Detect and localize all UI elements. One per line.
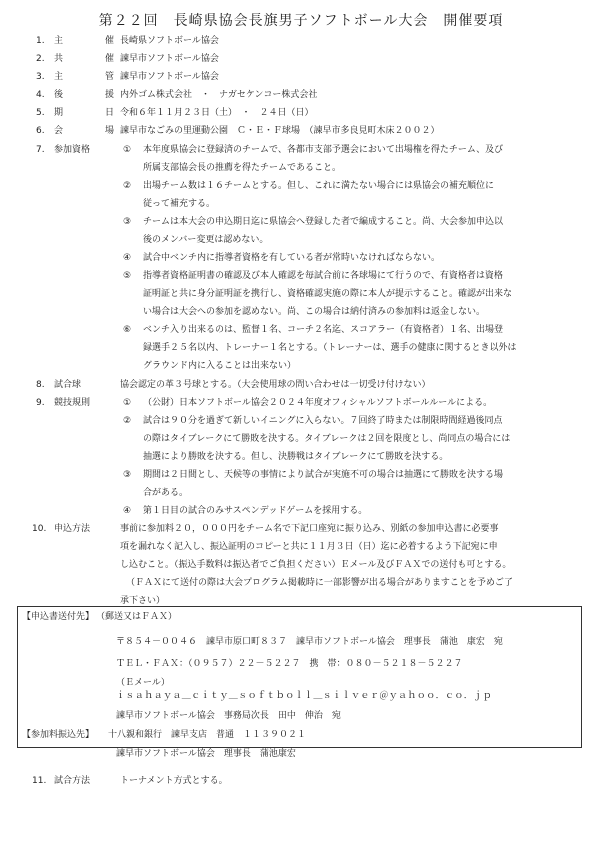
item-key: 競技規則	[54, 398, 91, 408]
item-5-dates	[0, 109, 595, 123]
item-number: 9.	[36, 398, 45, 408]
clause-text: 期間は２日間とし、天候等の事情により試合が実施不可の場合は抽選にて勝敗を決する場	[143, 470, 504, 480]
item-8-ball	[0, 381, 595, 395]
item-key: 試合方法	[54, 776, 91, 786]
clause-text: 後のメンバー変更は認めない。	[143, 235, 269, 245]
item-value: 令和６年１１月２３日（土） ・ ２４日（日）	[120, 108, 314, 118]
item-2-co-sponsor	[0, 55, 595, 69]
clause-text: 所属支部協会長の推薦を得たチームであること。	[143, 163, 342, 173]
mailing-address: 〒８５４－００４６ 諫早市原口町８３７ 諫早市ソフトボール協会 理事長 蒲池 康宏 宛	[116, 637, 503, 647]
item-key: 主 催	[54, 36, 114, 46]
email-label: （Ｅメール）	[116, 678, 170, 688]
clause-mark: ②	[122, 181, 132, 191]
item-key: 共 催	[54, 54, 114, 64]
item-value: トーナメント方式とする。	[120, 776, 228, 786]
item-number: 4.	[36, 90, 45, 100]
item-number: 10.	[32, 524, 47, 534]
clause-text: 本年度県協会に登録済のチームで、各都市支部予選会において出場権を得たチーム、及び	[143, 145, 504, 155]
item-key: 主 管	[54, 72, 114, 82]
item-key: 後 援	[54, 90, 114, 100]
clause-text: （公財）日本ソフトボール協会２０２４年度オフィシャルソフトボールルールによる。	[143, 398, 493, 408]
item-key: 期 日	[54, 108, 114, 118]
page-title: 第２２回 長崎県協会長旗男子ソフトボール大会 開催要項	[98, 13, 504, 29]
clause-text: 第１日目の試合のみサスペンデッドゲームを採用する。	[143, 506, 368, 516]
send-method: （郵送又はＦＡＸ）	[96, 612, 178, 622]
clause-mark: ②	[122, 416, 132, 426]
clause-mark: ③	[122, 217, 132, 227]
item-key: 申込方法	[54, 524, 91, 534]
item-value: 内外ゴム株式会社 ・ ナガセケンコー株式会社	[120, 90, 318, 100]
send-to-heading: 【申込書送付先】	[22, 612, 95, 622]
clause-mark: ⑥	[122, 325, 132, 335]
phone-fax: ＴＥＬ・ＦＡＸ：（０９５７）２２－５２２７ 携 帯：０８０－５２１８－５２２７	[116, 659, 463, 669]
application-text: 事前に参加料２０，０００円をチーム名で下記口座宛に振り込み、別紙の参加申込書に必要事	[120, 524, 499, 534]
item-1-sponsor	[0, 37, 595, 51]
item-number: 11.	[32, 776, 47, 786]
clause-text: 証明証と共に身分証明証を携行し、資格確認実施の際に本人が提示すること。確認が出来な	[143, 289, 513, 299]
item-3-organizer	[0, 73, 595, 87]
item-number: 2.	[36, 54, 45, 64]
clause-text: チームは本大会の申込期日迄に県協会へ登録した者で編成すること。尚、大会参加申込以	[143, 217, 504, 227]
clause-mark: ①	[122, 145, 132, 155]
bank-account: 十八親和銀行 諫早支店 普通 １１３９０２１	[108, 730, 307, 740]
payment-heading: 【参加料振込先】	[22, 730, 95, 740]
contact-box	[17, 606, 582, 748]
clause-text: グラウンド内に入ることは出来ない）	[143, 361, 297, 371]
clause-mark: ③	[122, 470, 132, 480]
application-text: 項を漏れなく記入し、振込証明のコピーと共に１１月３日（日）迄に必着するよう下記宛に申	[120, 542, 498, 552]
clause-text: 録選手２５名以内、トレーナー１名とする。（トレーナーは、選手の健康に関するとき以外は	[143, 343, 517, 353]
application-text: （ＦＡＸにて送付の際は大会プログラム掲載時に一部影響が出る場合がありますことを予めご了	[126, 578, 513, 588]
account-holder: 諫早市ソフトボール協会 理事長 蒲池康宏	[116, 749, 296, 759]
clause-text: 試合は９０分を過ぎて新しいイニングに入らない。７回終了時または制限時間経過後同点	[143, 416, 503, 426]
clause-text: 合がある。	[143, 488, 189, 498]
item-key: 参加資格	[54, 145, 91, 155]
clause-text: 従って補充する。	[143, 199, 216, 209]
clause-text: 試合中ベンチ内に指導者資格を有している者が常時いなければならない。	[143, 253, 441, 263]
item-number: 1.	[36, 36, 45, 46]
email-address: ｉｓａｈａｙａ＿ｃｉｔｙ＿ｓｏｆｔｂｏｌｌ＿ｓｉｌｖｅｒ＠ｙａｈｏｏ．ｃｏ．ｊｐ	[116, 691, 493, 701]
item-value: 諫早市なごみの里運動公園 Ｃ・Ｅ・Ｆ球場 （諫早市多良見町木床２００２）	[120, 126, 440, 136]
item-number: 5.	[36, 108, 45, 118]
clause-text: 出場チーム数は１６チームとする。但し、これに満たない場合には県協会の補充順位に	[143, 181, 495, 191]
item-11-format	[0, 777, 595, 791]
item-key: 試合球	[54, 380, 82, 390]
clause-text: 指導者資格証明書の確認及び本人確認を毎試合前に各球場にて行うので、有資格者は資格	[143, 271, 503, 281]
clause-text: ベンチ入り出来るのは、監督１名、コーチ２名迄、スコアラー（有資格者）１名、出場登	[143, 325, 504, 335]
item-number: 7.	[36, 145, 45, 155]
item-number: 6.	[36, 126, 45, 136]
item-key: 会 場	[54, 126, 114, 136]
clause-text: の際はタイブレークにて勝敗を決する。タイブレークは２回を限度とし、尚同点の場合には	[143, 434, 511, 444]
clause-mark: ⑤	[122, 271, 132, 281]
clause-text: い場合は大会への参加を認めない。尚、この場合は納付済みの参加料は返金しない。	[143, 307, 486, 317]
item-value: 長崎県ソフトボール協会	[120, 36, 219, 46]
item-value: 諫早市ソフトボール協会	[120, 54, 219, 64]
item-number: 3.	[36, 72, 45, 82]
item-4-supporters	[0, 91, 595, 105]
item-value: 協会認定の革３号球とする。（大会使用球の問い合わせは一切受け付けない）	[120, 380, 431, 390]
clause-mark: ④	[122, 253, 132, 263]
item-number: 8.	[36, 380, 45, 390]
application-text: 承下さい）	[120, 596, 166, 606]
clause-mark: ①	[122, 398, 132, 408]
item-value: 諫早市ソフトボール協会	[120, 72, 219, 82]
clause-text: 抽選により勝敗を決する。但し、決勝戦はタイブレークにて勝敗を決する。	[143, 452, 449, 462]
application-text: し込むこと。（振込手数料は振込者でご負担ください）Ｅメール及びＦＡＸでの送付も可とする。	[120, 560, 512, 570]
email-contact: 諫早市ソフトボール協会 事務局次長 田中 伸治 宛	[116, 711, 341, 721]
item-6-venue	[0, 127, 595, 141]
clause-mark: ④	[122, 506, 132, 516]
